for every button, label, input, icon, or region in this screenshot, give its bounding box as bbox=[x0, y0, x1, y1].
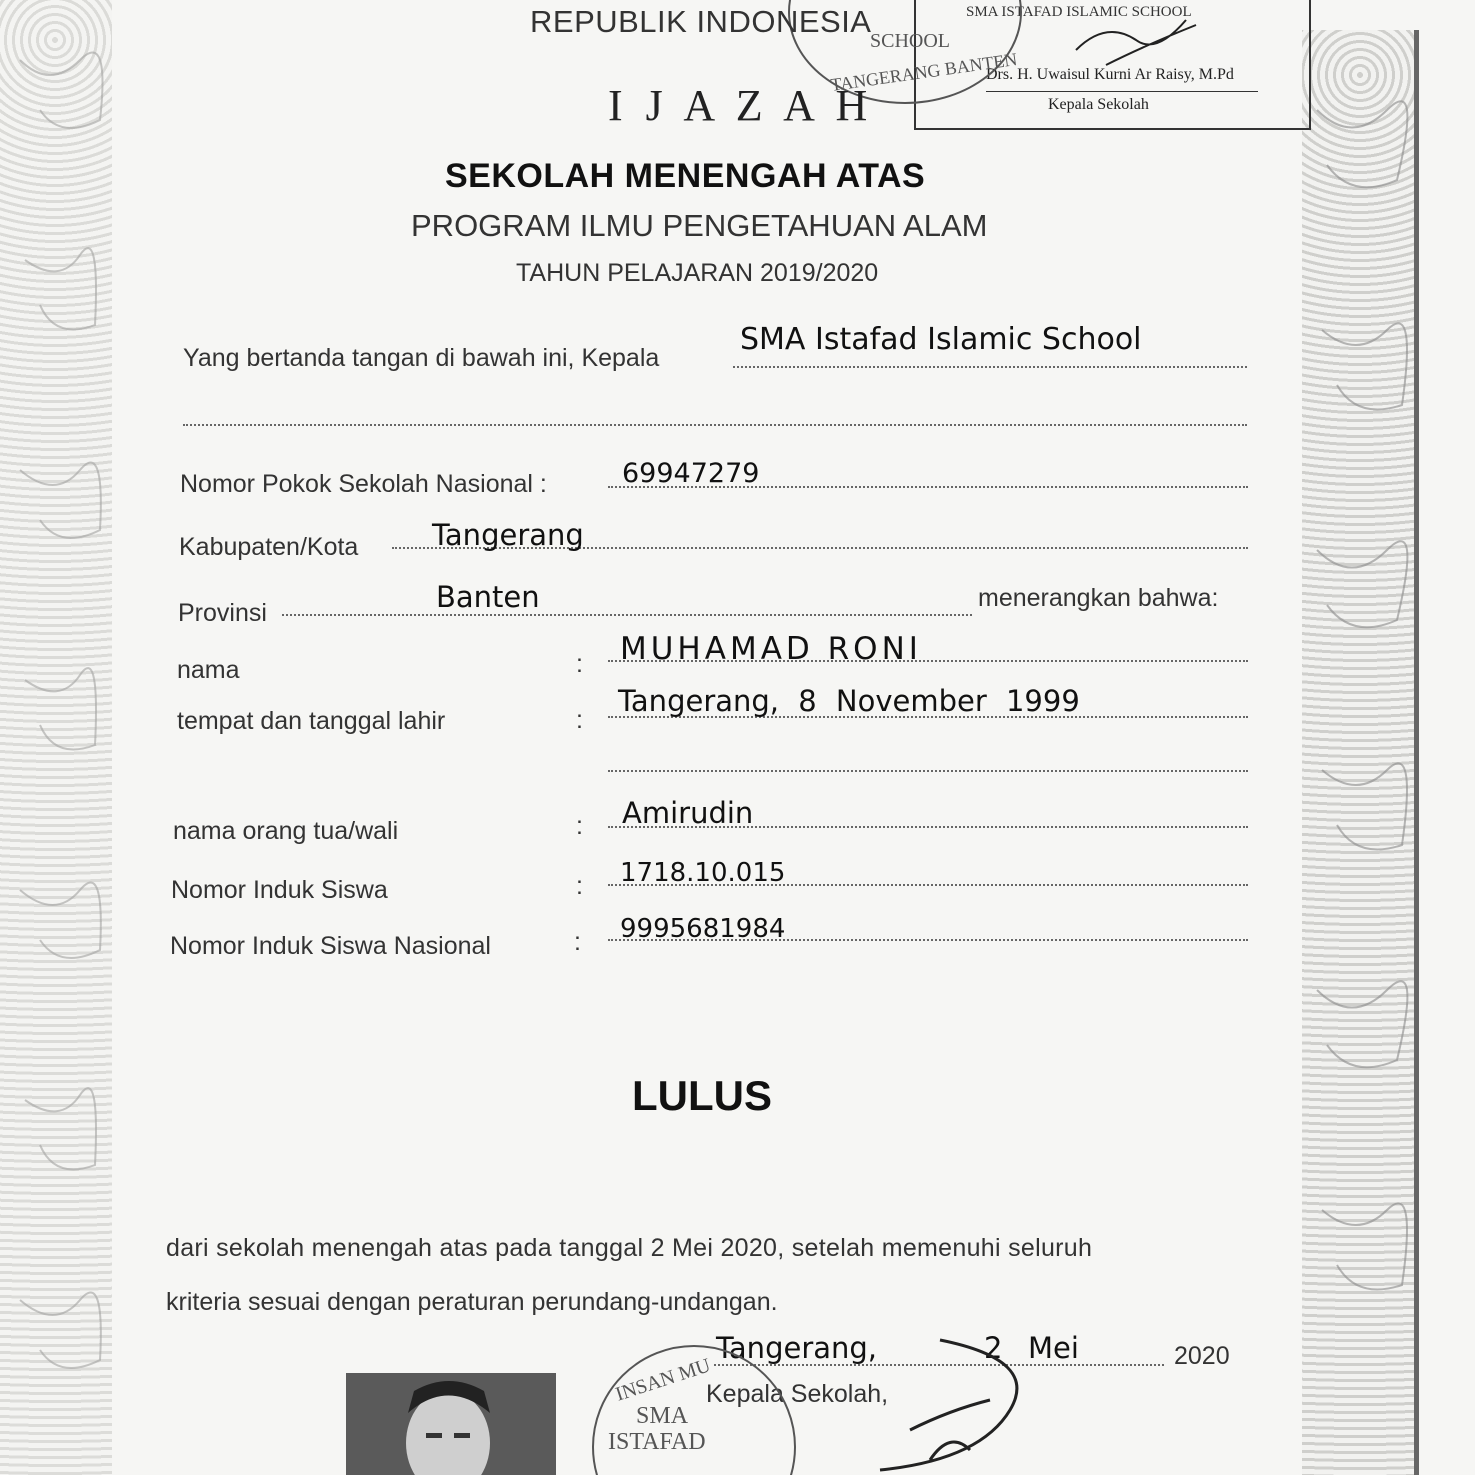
ttl-value: Tangerang, 8 November 1999 bbox=[618, 684, 1080, 718]
nis-label: Nomor Induk Siswa bbox=[171, 876, 388, 904]
ttl-dotted-line-2 bbox=[608, 770, 1248, 772]
kabupaten-label: Kabupaten/Kota bbox=[179, 533, 359, 561]
menerangkan-text: menerangkan bahwa: bbox=[978, 584, 1219, 612]
provinsi-dotted-line bbox=[282, 614, 972, 616]
right-ornament-pattern bbox=[1302, 30, 1418, 1475]
left-ornament-border bbox=[0, 0, 112, 1475]
bottom-stamp-text-1: INSAN MU bbox=[612, 1354, 714, 1406]
ttl-colon: : bbox=[576, 706, 583, 734]
right-ornament-border bbox=[1302, 30, 1418, 1475]
nama-colon: : bbox=[576, 650, 583, 678]
nisn-label: Nomor Induk Siswa Nasional bbox=[170, 932, 491, 960]
result-line-1: dari sekolah menengah atas pada tanggal 2 Mei 2020, setelah memenuhi seluruh bbox=[166, 1234, 1093, 1262]
circle-stamp-text: SCHOOL bbox=[870, 30, 951, 52]
stamp-school-name: SMA ISTAFAD ISLAMIC SCHOOL bbox=[966, 4, 1192, 20]
result-line-2: kriteria sesuai dengan peraturan perundang-undangan. bbox=[166, 1288, 778, 1316]
signature-place: Tangerang, bbox=[716, 1331, 878, 1365]
kabupaten-value: Tangerang bbox=[432, 518, 584, 552]
bottom-stamp-text-3: ISTAFAD bbox=[608, 1429, 706, 1455]
ortu-label: nama orang tua/wali bbox=[173, 817, 399, 845]
intro-dotted-line-2 bbox=[183, 424, 1247, 426]
signature-year: 2020 bbox=[1174, 1342, 1230, 1370]
bottom-stamp-text-2: SMA bbox=[636, 1403, 689, 1429]
left-ornament-pattern bbox=[0, 0, 112, 1475]
program-heading: PROGRAM ILMU PENGETAHUAN ALAM bbox=[411, 208, 988, 243]
student-photo-figure bbox=[346, 1373, 556, 1475]
stamp-signer-name: Drs. H. Uwaisul Kurni Ar Raisy, M.Pd bbox=[986, 66, 1234, 83]
nis-value: 1718.10.015 bbox=[620, 858, 786, 888]
npsn-label: Nomor Pokok Sekolah Nasional : bbox=[180, 470, 547, 498]
school-name-value: SMA Istafad Islamic School bbox=[740, 322, 1142, 357]
intro-label: Yang bertanda tangan di bawah ini, Kepala bbox=[183, 344, 660, 372]
nisn-value: 9995681984 bbox=[620, 914, 786, 944]
stamp-signer-underline bbox=[986, 91, 1258, 92]
ijazah-title: I J A Z A H bbox=[608, 81, 874, 130]
circle-stamp-text-2: TANGERANG BANTEN bbox=[829, 49, 1019, 95]
republic-heading: REPUBLIK INDONESIA bbox=[530, 4, 872, 39]
npsn-value: 69947279 bbox=[622, 458, 760, 489]
ortu-colon: : bbox=[576, 812, 583, 840]
provinsi-value: Banten bbox=[436, 580, 540, 614]
nis-colon: : bbox=[576, 872, 583, 900]
top-signature-scribble bbox=[1066, 10, 1216, 80]
bottom-signature-scribble bbox=[820, 1320, 1060, 1475]
intro-dotted-line bbox=[733, 366, 1247, 368]
signature-role: Kepala Sekolah, bbox=[706, 1380, 889, 1408]
provinsi-label: Provinsi bbox=[178, 599, 267, 627]
nama-label: nama bbox=[177, 656, 240, 684]
signature-day: 2 bbox=[984, 1331, 1003, 1365]
ortu-value: Amirudin bbox=[622, 796, 754, 830]
signature-month: Mei bbox=[1028, 1331, 1079, 1365]
status-lulus: LULUS bbox=[632, 1072, 772, 1119]
ttl-label: tempat dan tanggal lahir bbox=[177, 707, 446, 735]
student-photo bbox=[346, 1373, 556, 1475]
school-type-heading: SEKOLAH MENENGAH ATAS bbox=[445, 157, 926, 195]
right-edge-line bbox=[1414, 30, 1419, 1475]
academic-year: TAHUN PELAJARAN 2019/2020 bbox=[516, 259, 879, 287]
nisn-colon: : bbox=[574, 928, 581, 956]
nama-value: MUHAMAD RONI bbox=[620, 631, 922, 667]
stamp-signer-role: Kepala Sekolah bbox=[1048, 96, 1149, 113]
